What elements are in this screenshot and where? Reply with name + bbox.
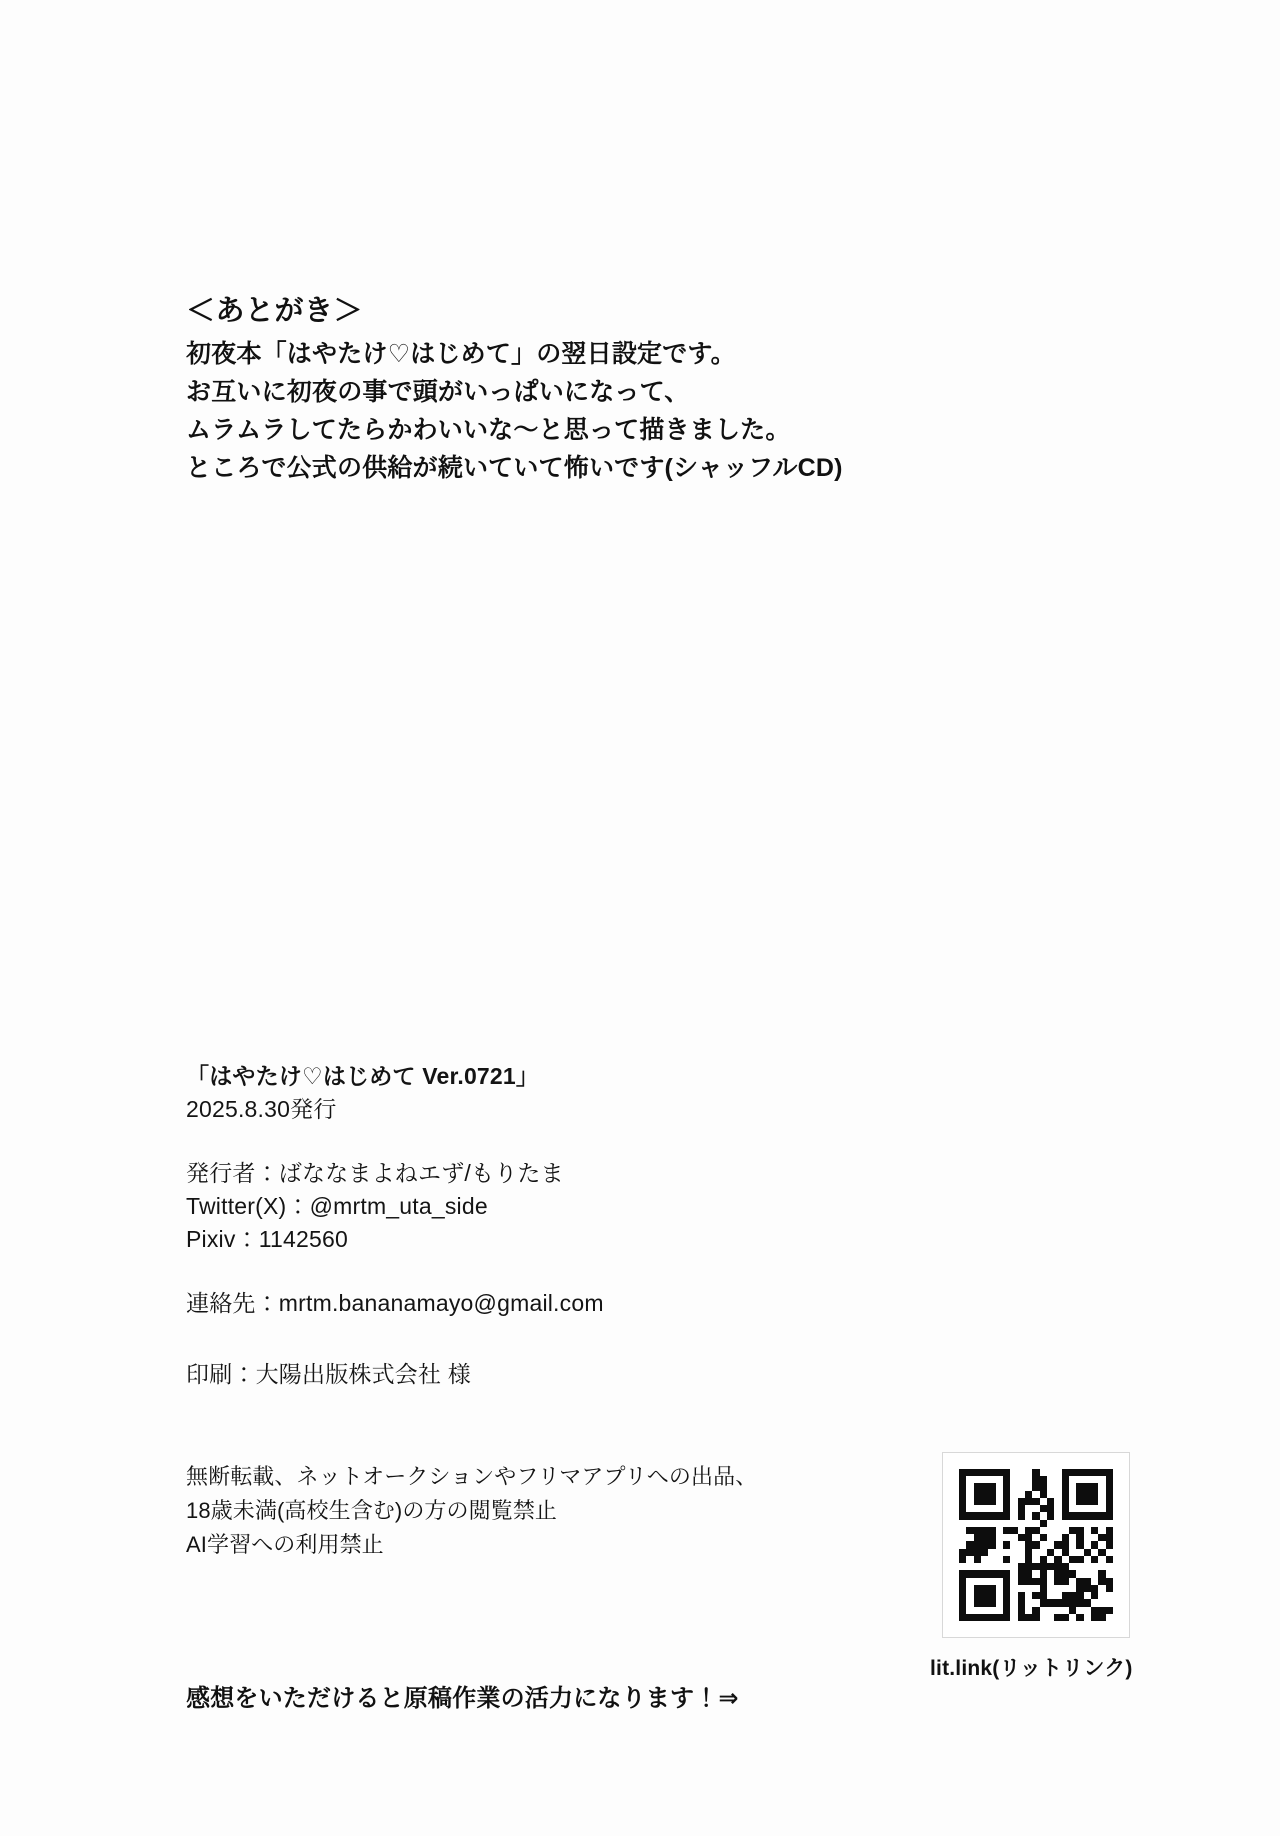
spacer xyxy=(186,1320,946,1358)
afterword-line-2: お互いに初夜の事で頭がいっぱいになって、 xyxy=(186,378,690,407)
feedback-cta: 感想をいただけると原稿作業の活力になります！⇒ xyxy=(186,1685,739,1712)
afterword-line-3: ムラムラしてたらかわいいな～と思って描きました。 xyxy=(186,416,791,445)
work-title: 「はやたけ♡はじめて Ver.0721」 xyxy=(186,1063,540,1089)
publish-date: 2025.8.30発行 xyxy=(186,1096,337,1123)
afterword-section xyxy=(186,292,1086,487)
qr-modules xyxy=(959,1469,1113,1621)
publisher: 発行者：ばななまよねエず/もりたま xyxy=(186,1159,564,1186)
notice-line-1: 無断転載、ネットオークションやフリマアプリへの出品、 xyxy=(186,1464,758,1489)
pixiv-id: Pixiv：1142560 xyxy=(186,1226,348,1253)
afterword-line-1: 初夜本「はやたけ♡はじめて」の翌日設定です。 xyxy=(186,340,736,369)
qr-code-label: lit.link(リットリンク) xyxy=(930,1657,1133,1680)
qr-code-icon[interactable] xyxy=(942,1452,1130,1638)
colophon-section xyxy=(186,1060,946,1391)
afterword-line-4: ところで公式の供給が続いていて怖いです(シャッフルCD) xyxy=(186,454,843,483)
afterword-title: ＜あとがき＞ xyxy=(186,295,364,327)
spacer xyxy=(186,1127,946,1157)
qr-code-block[interactable] xyxy=(930,1452,1133,1682)
printer: 印刷：大陽出版株式会社 様 xyxy=(186,1361,471,1388)
notice-section xyxy=(186,1460,906,1562)
notice-line-2: 18歳未満(高校生含む)の方の閲覧禁止 xyxy=(186,1498,558,1524)
twitter-handle: Twitter(X)：@mrtm_uta_side xyxy=(186,1193,488,1220)
notice-line-3: AI学習への利用禁止 xyxy=(186,1532,384,1558)
spacer xyxy=(186,1257,946,1287)
contact-email: 連絡先：mrtm.bananamayo@gmail.com xyxy=(186,1289,604,1316)
